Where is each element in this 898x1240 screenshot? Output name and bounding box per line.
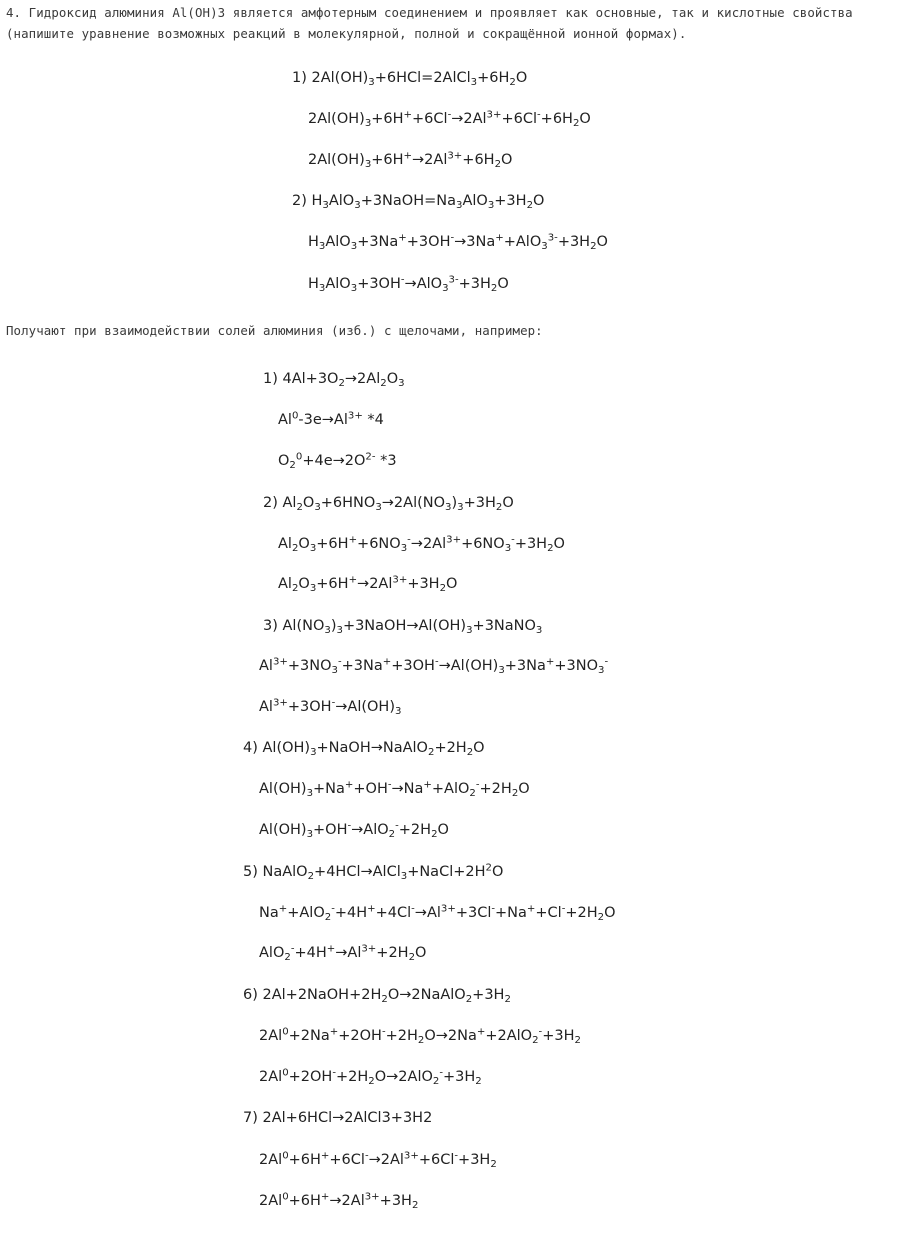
equation: 1) $2Al(OH)_3+6HCl=2AlCl_3+6H_2O$ [292, 70, 528, 89]
subscript: 3 [364, 159, 372, 171]
superscript: - [604, 656, 609, 668]
subscript: 3 [598, 665, 605, 677]
superscript: + [403, 109, 413, 121]
superscript: - [434, 656, 439, 668]
subscript: 2 [490, 1159, 497, 1171]
superscript: - [331, 697, 336, 709]
superscript: 3+ [486, 109, 502, 121]
subscript: 2 [431, 829, 438, 841]
superscript: + [329, 1026, 339, 1038]
subscript: 2 [291, 543, 299, 555]
subscript: 2 [590, 241, 597, 253]
superscript: + [495, 232, 504, 244]
superscript: 3- [547, 232, 558, 244]
equation: $Al_2O_3+6H^+\to 2Al^{3+}+3H_2O$ [278, 574, 458, 595]
preparation-note: Получают при взаимодействии солей алюминия (изб.) с щелочами, например: [6, 323, 543, 338]
subscript: 2 [490, 283, 498, 295]
equation: $2Al(OH)_3+6H^++6Cl^-\to 2Al^{3+}+6Cl^-+6H_2O$ [308, 109, 591, 130]
superscript: 3+ [447, 150, 463, 162]
subscript: 3 [487, 200, 495, 212]
superscript: - [447, 109, 452, 121]
superscript: 0 [282, 1191, 289, 1203]
subscript: 2 [439, 583, 447, 595]
superscript: + [367, 903, 376, 915]
superscript: 2- [365, 451, 376, 463]
superscript: - [347, 820, 352, 832]
subscript: 2 [466, 747, 474, 759]
subscript: 2 [504, 994, 511, 1006]
superscript: - [537, 109, 541, 121]
superscript: 3- [448, 274, 459, 286]
superscript: 0 [282, 1067, 289, 1079]
superscript: + [320, 1191, 330, 1203]
subscript: 2 [469, 788, 476, 800]
equation: 2) $H_3AlO_3+3NaOH=Na_3AlO_3+3H_2O$ [292, 193, 545, 212]
superscript: + [398, 232, 407, 244]
superscript: - [411, 903, 415, 915]
subscript: 3 [350, 241, 358, 253]
superscript: - [395, 820, 399, 832]
subscript: 2 [296, 502, 303, 514]
subscript: 3 [314, 502, 321, 514]
superscript: - [491, 903, 496, 915]
subscript: 2 [380, 378, 387, 390]
superscript: + [403, 150, 413, 162]
equation: $Al^{3+}+3NO_3^-+3Na^++3OH^-\to Al(OH)_3+3Na^++3NO_3^-$ [259, 656, 609, 677]
equation: 6) $2Al+2NaOH+2H_2O\to 2NaAlO_2+3H_2$ [243, 987, 511, 1006]
superscript: + [348, 574, 358, 586]
subscript: 3 [354, 200, 361, 212]
subscript: 2 [291, 583, 299, 595]
subscript: 3 [364, 118, 372, 130]
equation: 7) 2Al+6HCl→2AlCl3+3H2 [243, 1110, 433, 1126]
superscript: - [561, 903, 566, 915]
superscript: - [407, 534, 411, 546]
equation: $2Al^0+2OH^-+2H_2O\to 2AlO_2^-+3H_2$ [259, 1067, 482, 1088]
equation: $AlO_2^-+4H^+\to Al^{3+}+2H_2O$ [259, 943, 427, 964]
superscript: 3+ [440, 903, 456, 915]
subscript: 2 [289, 460, 296, 472]
subscript: 2 [574, 1035, 581, 1047]
subscript: 2 [572, 118, 580, 130]
superscript: - [290, 943, 295, 955]
equation: $Al^0-3e\to Al^{3+}$ *4 [278, 410, 384, 428]
equation: $Al^{3+}+3OH^-\to Al(OH)_3$ [259, 697, 402, 718]
equation: $H_3AlO_3+3Na^++3OH^-\to 3Na^++AlO_3^{3-}+3H_2O$ [308, 232, 608, 253]
subscript: 2 [284, 952, 291, 964]
subscript: 2 [465, 994, 473, 1006]
equation: $Al_2O_3+6H^++6NO_3^-\to 2Al^{3+}+6NO_3^-+3H_2O$ [278, 534, 565, 555]
subscript: 2 [417, 1035, 425, 1047]
subscript: 2 [526, 200, 534, 212]
superscript: 2 [485, 862, 492, 874]
superscript: - [450, 232, 455, 244]
subscript: 2 [494, 159, 502, 171]
subscript: 2 [427, 747, 435, 759]
task-statement: 4. Гидроксид алюминия Al(OH)3 является амфотерным соединением и проявляет как основные, так и кислотные свойства (напишите уравнение возможных реакций в молекулярной, полной и сокращённой ионной формах). [6, 5, 853, 41]
subscript: 3 [498, 665, 505, 677]
subscript: 3 [456, 200, 463, 212]
subscript: 3 [309, 583, 317, 595]
superscript: - [439, 1067, 443, 1079]
subscript: 2 [511, 788, 519, 800]
superscript: - [538, 1026, 543, 1038]
superscript: - [387, 779, 392, 791]
subscript: 2 [432, 1076, 440, 1088]
subscript: 3 [535, 625, 543, 637]
superscript: 0 [291, 410, 299, 422]
superscript: + [326, 943, 336, 955]
superscript: 0 [295, 451, 303, 463]
superscript: + [278, 903, 288, 915]
equation: 3) $Al(NO_3)_3+3NaOH\to Al(OH)_3+3NaNO_3$ [263, 618, 543, 637]
subscript: 2 [381, 994, 388, 1006]
subscript: 3 [336, 625, 343, 637]
superscript: 3+ [272, 697, 288, 709]
subscript: 3 [445, 502, 452, 514]
superscript: - [400, 274, 405, 286]
subscript: 3 [466, 625, 473, 637]
subscript: 2 [411, 1200, 419, 1212]
superscript: + [344, 779, 354, 791]
subscript: 3 [442, 283, 449, 295]
subscript: 3 [504, 543, 512, 555]
superscript: 3+ [272, 656, 288, 668]
subscript: 3 [400, 871, 408, 883]
subscript: 3 [309, 543, 317, 555]
subscript: 3 [398, 378, 405, 390]
superscript: + [320, 1150, 330, 1162]
subscript: 2 [338, 378, 345, 390]
equation: $Al(OH)_3+OH^-\to AlO_2^-+2H_2O$ [259, 820, 449, 841]
superscript: - [364, 1150, 369, 1162]
superscript: + [476, 1026, 486, 1038]
superscript: 0 [282, 1026, 289, 1038]
subscript: 2 [475, 1076, 482, 1088]
superscript: - [332, 1067, 336, 1079]
subscript: 3 [400, 543, 408, 555]
equation: 2) $Al_2O_3+6HNO_3\to 2Al(NO_3)_3+3H_2O$ [263, 495, 514, 514]
subscript: 3 [541, 241, 548, 253]
equation: $Na^++AlO_2^-+4H^++4Cl^-\to Al^{3+}+3Cl^-+Na^++Cl^-+2H_2O$ [259, 903, 616, 924]
superscript: - [337, 656, 342, 668]
subscript: 3 [394, 706, 402, 718]
subscript: 3 [306, 829, 314, 841]
superscript: + [545, 656, 555, 668]
superscript: + [423, 779, 432, 791]
subscript: 3 [375, 502, 382, 514]
superscript: + [382, 656, 392, 668]
superscript: - [511, 534, 515, 546]
superscript: 3+ [403, 1150, 419, 1162]
subscript: 2 [547, 543, 554, 555]
subscript: 3 [350, 283, 358, 295]
subscript: 3 [318, 241, 326, 253]
subscript: 3 [310, 747, 317, 759]
superscript: + [526, 903, 536, 915]
subscript: 3 [368, 77, 375, 89]
equation: $Al(OH)_3+Na^++OH^-\to Na^++AlO_2^-+2H_2O$ [259, 779, 530, 800]
subscript: 3 [306, 788, 314, 800]
superscript: - [475, 779, 480, 791]
equation: $O_2^0+4e\to 2O^{2-}$ *3 [278, 451, 397, 472]
subscript: 2 [532, 1035, 539, 1047]
superscript: 3+ [364, 1191, 380, 1203]
superscript: 0 [282, 1150, 289, 1162]
subscript: 3 [322, 200, 329, 212]
subscript: 2 [597, 912, 605, 924]
equation: $H_3AlO_3+3OH^-\to AlO_3^{3-}+3H_2O$ [308, 274, 509, 295]
superscript: + [348, 534, 358, 546]
equation: $2Al(OH)_3+6H^+\to 2Al^{3+}+6H_2O$ [308, 150, 513, 171]
superscript: - [331, 903, 335, 915]
subscript: 3 [331, 665, 338, 677]
subscript: 2 [307, 871, 315, 883]
subscript: 3 [324, 625, 331, 637]
subscript: 2 [368, 1076, 375, 1088]
equation: 5) $NaAlO_2+4HCl\to AlCl_3+NaCl+2H^2O$ [243, 862, 504, 883]
subscript: 3 [318, 283, 326, 295]
superscript: 3+ [347, 410, 363, 422]
subscript: 2 [495, 502, 503, 514]
subscript: 2 [388, 829, 396, 841]
equation: $2Al^0+2Na^++2OH^-+2H_2O\to 2Na^++2AlO_2^-+3H_2$ [259, 1026, 581, 1047]
superscript: - [454, 1150, 459, 1162]
superscript: 3+ [361, 943, 377, 955]
subscript: 2 [408, 952, 416, 964]
equation: $2Al^0+6H^++6Cl^-\to 2Al^{3+}+6Cl^-+3H_2$ [259, 1150, 497, 1171]
equation: $2Al^0+6H^+\to 2Al^{3+}+3H_2$ [259, 1191, 419, 1212]
subscript: 3 [457, 502, 464, 514]
subscript: 2 [509, 77, 516, 89]
equation: 4) $Al(OH)_3+NaOH\to NaAlO_2+2H_2O$ [243, 740, 485, 759]
subscript: 2 [324, 912, 332, 924]
superscript: 3+ [446, 534, 462, 546]
equation: 1) $4Al+3O_2\to 2Al_2O_3$ [263, 371, 405, 390]
subscript: 3 [470, 77, 478, 89]
superscript: 3+ [392, 574, 408, 586]
superscript: - [381, 1026, 386, 1038]
